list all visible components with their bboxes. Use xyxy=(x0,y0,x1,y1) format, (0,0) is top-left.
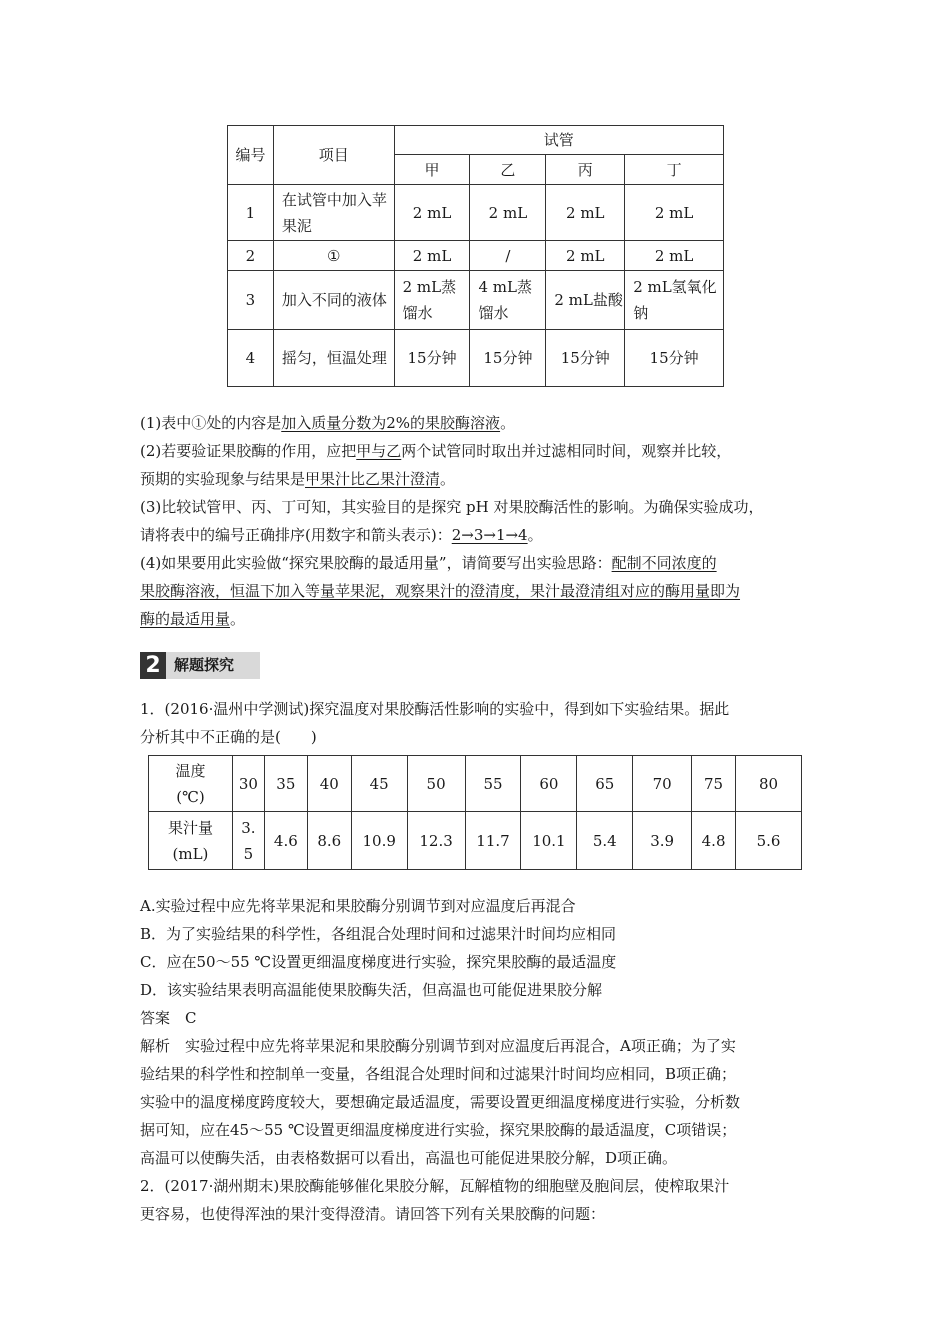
analysis-line: 实验中的温度梯度跨度较大，要想确定最适温度，需要设置更细温度梯度进行实验，分析数 xyxy=(140,1093,741,1111)
temp-cell: 55 xyxy=(465,756,521,812)
answer-underlined: 果胶酶溶液，恒温下加入等量苹果泥，观察果汁的澄清度，果汁最澄清组对应的酶用量即为 xyxy=(140,582,741,600)
question-1: (1)表中①处的内容是加入质量分数为2%的果胶酶溶液。 xyxy=(140,414,516,432)
temp-cell: 75 xyxy=(692,756,736,812)
row-item: 加入不同的液体 xyxy=(273,271,394,330)
row-number: 4 xyxy=(228,330,274,387)
question-2-line1: (2)若要验证果胶酶的作用，应把甲与乙两个试管同时取出并过滤相同时间，观察并比较， xyxy=(140,442,732,460)
table-row xyxy=(228,241,724,271)
section-banner xyxy=(140,652,260,679)
juice-cell: 10.9 xyxy=(351,812,407,870)
temp-cell: 70 xyxy=(633,756,692,812)
option-a: A.实验过程中应先将苹果泥和果胶酶分别调节到对应温度后再混合 xyxy=(140,897,576,915)
answer: 答案 C xyxy=(140,1009,197,1027)
answer-underlined: 配制不同浓度的 xyxy=(611,554,717,572)
cell: 2 mL xyxy=(546,241,625,271)
question-4-line2 xyxy=(140,577,820,605)
experiment-setup-table xyxy=(227,125,724,387)
temp-cell: 35 xyxy=(264,756,307,812)
option-d: D．该实验结果表明高温能使果胶酶失活，但高温也可能促进果胶分解 xyxy=(140,981,603,999)
cell: 2 mL xyxy=(546,185,625,241)
temp-cell: 80 xyxy=(736,756,802,812)
section-number: 2 xyxy=(140,652,166,679)
answer-underlined: 甲与乙 xyxy=(356,442,402,460)
juice-cell: 3.9 xyxy=(633,812,692,870)
problem-2-line1: 2．(2017·湖州期末)果胶酶能够催化果胶分解，瓦解植物的细胞壁及胞间层，使榨取果汁 xyxy=(140,1177,730,1195)
answer-underlined: 2→3→1→4 xyxy=(451,526,528,544)
analysis-line: 验结果的科学性和控制单一变量，各组混合处理时间和过滤果汁时间均应相同，B项正确； xyxy=(140,1065,737,1083)
cell: 15分钟 xyxy=(394,330,470,387)
table-row xyxy=(149,756,802,812)
row-item: 在试管中加入苹果泥 xyxy=(273,185,394,241)
juice-cell: 10.1 xyxy=(521,812,577,870)
row-number: 3 xyxy=(228,271,274,330)
cell: 2 mL xyxy=(394,185,470,241)
temp-cell: 50 xyxy=(407,756,465,812)
problem-1-line1: 1．(2016·温州中学测试)探究温度对果胶酶活性影响的实验中，得到如下实验结果。据此 xyxy=(140,700,730,718)
question-3-line1: (3)比较试管甲、丙、丁可知，其实验目的是探究 pH 对果胶酶活性的影响。为确保实验成功， xyxy=(140,498,764,516)
row-number: 1 xyxy=(228,185,274,241)
juice-cell: 11.7 xyxy=(465,812,521,870)
answer-underlined: 酶的最适用量 xyxy=(140,610,231,628)
temperature-results-table xyxy=(148,755,802,870)
juice-cell: 4.6 xyxy=(264,812,307,870)
cell: 2 mL xyxy=(625,185,724,241)
question-2-line2: 预期的实验现象与结果是甲果汁比乙果汁澄清。 xyxy=(140,470,456,488)
question-4-line3: 酶的最适用量。 xyxy=(140,610,246,628)
question-4-line1: (4)如果要用此实验做“探究果胶酶的最适用量”，请简要写出实验思路：配制不同浓度的 xyxy=(140,554,717,572)
juice-cell: 5.6 xyxy=(736,812,802,870)
analysis-line: 据可知，应在45～55 ℃设置更细温度梯度进行实验，探究果胶酶的最适温度，C项错误； xyxy=(140,1121,737,1139)
cell: 15分钟 xyxy=(625,330,724,387)
tube-header: 丁 xyxy=(625,155,724,185)
section-title: 解题探究 xyxy=(174,656,235,674)
cell: 2 mL氢氧化钠 xyxy=(625,271,724,330)
row-item: 摇匀，恒温处理 xyxy=(273,330,394,387)
cell: 2 mL xyxy=(625,241,724,271)
cell: 2 mL盐酸 xyxy=(546,271,625,330)
cell: 2 mL蒸馏水 xyxy=(394,271,470,330)
header-tubes: 试管 xyxy=(394,126,723,155)
table-row xyxy=(149,812,802,870)
juice-label: 果汁量(mL) xyxy=(149,812,233,870)
temp-cell: 65 xyxy=(577,756,633,812)
header-number: 编号 xyxy=(228,126,274,185)
problem-1-line2: 分析其中不正确的是( ) xyxy=(140,728,317,746)
juice-cell: 4.8 xyxy=(692,812,736,870)
temp-cell: 30 xyxy=(232,756,264,812)
question-3-line2: 请将表中的编号正确排序(用数字和箭头表示)：2→3→1→4。 xyxy=(140,526,543,544)
table-row xyxy=(228,185,724,241)
temp-cell: 60 xyxy=(521,756,577,812)
cell: 15分钟 xyxy=(470,330,546,387)
tube-header: 乙 xyxy=(470,155,546,185)
juice-cell: 12.3 xyxy=(407,812,465,870)
cell: 4 mL蒸馏水 xyxy=(470,271,546,330)
cell: 15分钟 xyxy=(546,330,625,387)
answer-underlined: 甲果汁比乙果汁澄清 xyxy=(305,470,441,488)
temp-cell: 40 xyxy=(307,756,351,812)
tube-header: 丙 xyxy=(546,155,625,185)
juice-cell: 5.4 xyxy=(577,812,633,870)
temperature-label: 温度(℃) xyxy=(149,756,233,812)
juice-cell: 3.5 xyxy=(232,812,264,870)
analysis-line: 高温可以使酶失活，由表格数据可以看出，高温也可能促进果胶分解，D项正确。 xyxy=(140,1149,678,1167)
table-row xyxy=(228,271,724,330)
option-c: C．应在50～55 ℃设置更细温度梯度进行实验，探究果胶酶的最适温度 xyxy=(140,953,617,971)
option-b: B．为了实验结果的科学性，各组混合处理时间和过滤果汁时间均应相同 xyxy=(140,925,617,943)
cell: 2 mL xyxy=(394,241,470,271)
header-item: 项目 xyxy=(273,126,394,185)
problem-2-line2: 更容易，也使得浑浊的果汁变得澄清。请回答下列有关果胶酶的问题： xyxy=(140,1205,606,1223)
table-row xyxy=(228,330,724,387)
row-item: ① xyxy=(273,241,394,271)
cell: / xyxy=(470,241,546,271)
cell: 2 mL xyxy=(470,185,546,241)
juice-cell: 8.6 xyxy=(307,812,351,870)
analysis-line: 解析 实验过程中应先将苹果泥和果胶酶分别调节到对应温度后再混合，A项正确；为了实 xyxy=(140,1037,736,1055)
temp-cell: 45 xyxy=(351,756,407,812)
row-number: 2 xyxy=(228,241,274,271)
answer-underlined: 加入质量分数为2%的果胶酶溶液 xyxy=(281,414,501,432)
tube-header: 甲 xyxy=(394,155,470,185)
